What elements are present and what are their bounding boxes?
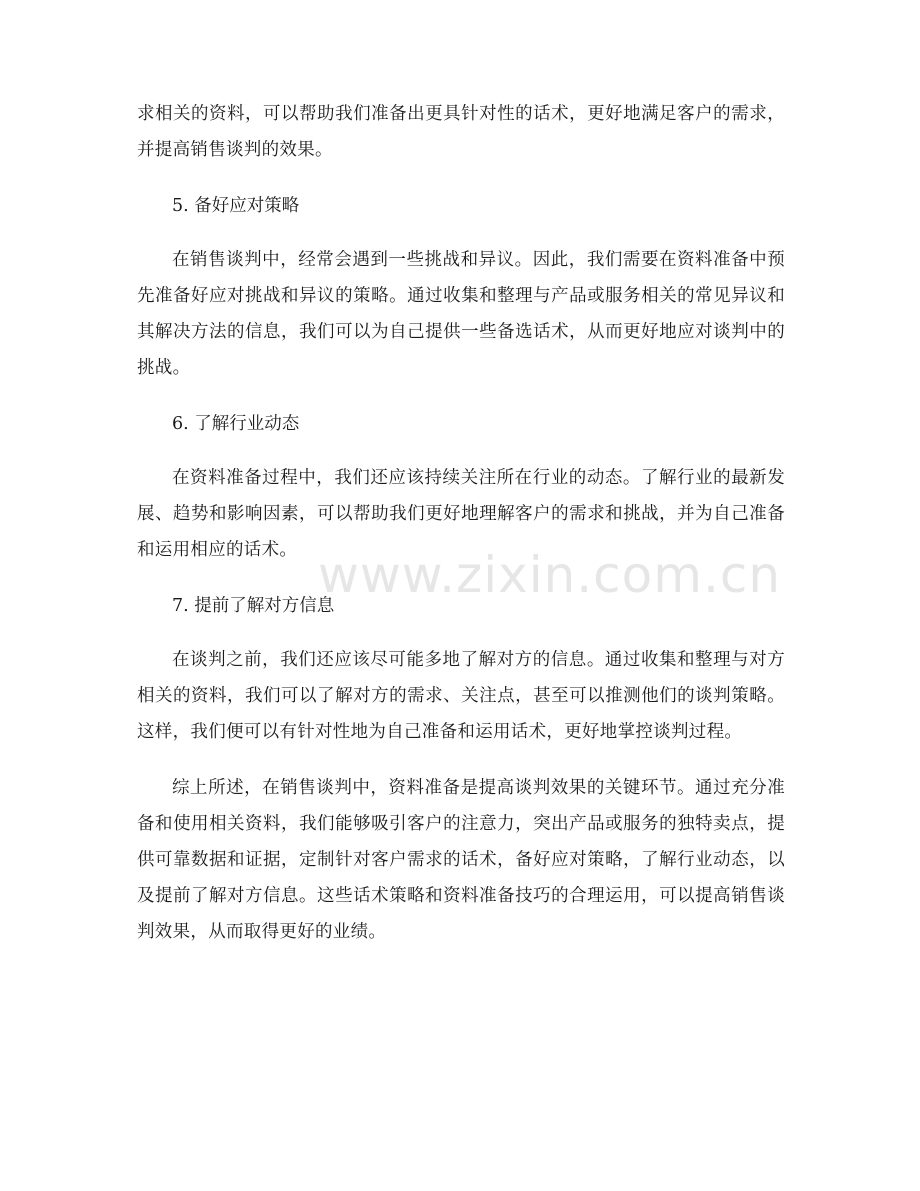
section-heading-7: 7. 提前了解对方信息 [172,596,335,616]
section-heading-6: 6. 了解行业动态 [172,414,300,434]
section-heading-5: 5. 备好应对策略 [172,196,300,216]
section-body-5: 在销售谈判中，经常会遇到一些挑战和异议。因此，我们需要在资料准备中预先准备好应对挑战和异议的策略。通过收集和整理与产品或服务相关的常见异议和其解决方法的信息，我们可以为自己提供一些备选话术，从而更好地应对谈判中的挑战。 [137,250,785,378]
document-page [137,96,785,950]
continuation-paragraph: 求相关的资料，可以帮助我们准备出更具针对性的话术，更好地满足客户的需求，并提高销售谈判的效果。 [137,104,785,160]
section-body-6: 在资料准备过程中，我们还应该持续关注所在行业的动态。了解行业的最新发展、趋势和影响因素，可以帮助我们更好地理解客户的需求和挑战，并为自己准备和运用相应的话术。 [137,468,785,560]
conclusion-paragraph: 综上所述，在销售谈判中，资料准备是提高谈判效果的关键环节。通过充分准备和使用相关资料，我们能够吸引客户的注意力，突出产品或服务的独特卖点，提供可靠数据和证据，定制针对客户需求的话术，备好应对策略，了解行业动态，以及提前了解对方信息。这些话术策略和资料准备技巧的合理运用，可以提高销售谈判效果，从而取得更好的业绩。 [137,778,785,942]
section-body-7: 在谈判之前，我们还应该尽可能多地了解对方的信息。通过收集和整理与对方相关的资料，我们可以了解对方的需求、关注点，甚至可以推测他们的谈判策略。这样，我们便可以有针对性地为自己准备和运用话术，更好地掌控谈判过程。 [137,650,785,742]
watermark: www.zixin.com.cn [318,546,782,604]
